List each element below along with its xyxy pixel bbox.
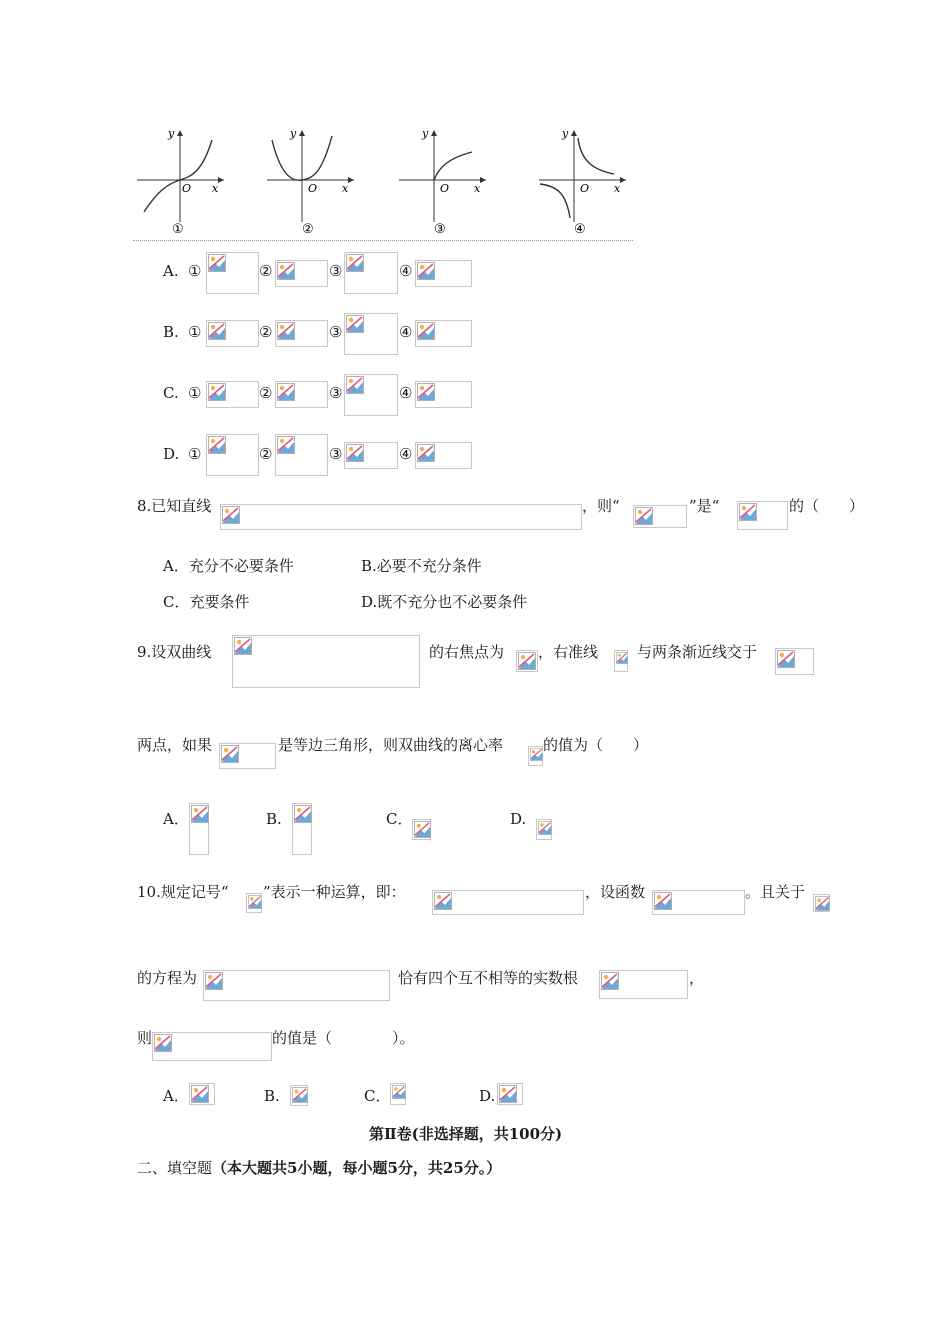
- formula-image-placeholder: [292, 803, 312, 855]
- q10-option-c: C．: [364, 1087, 391, 1105]
- circled-mark: ④: [399, 262, 413, 280]
- circled-mark: ③: [329, 323, 343, 341]
- formula-image-placeholder: [206, 434, 259, 476]
- formula-image-placeholder: [415, 260, 472, 287]
- q8-stem-text: 8.已知直线: [137, 497, 212, 515]
- formula-image-placeholder: [528, 746, 543, 766]
- graph-caption-1: ①: [172, 222, 184, 237]
- formula-image-placeholder: [614, 650, 628, 672]
- circled-mark: ④: [399, 384, 413, 402]
- q9-stem-text: 的右焦点为: [429, 643, 505, 661]
- formula-image-placeholder: [219, 743, 276, 769]
- origin-label: O: [440, 182, 450, 195]
- circled-mark: ③: [329, 445, 343, 463]
- formula-image-placeholder: [415, 381, 472, 408]
- formula-image-placeholder: [275, 260, 328, 287]
- x-axis-label: x: [614, 182, 621, 195]
- y-axis-label: y: [290, 127, 297, 140]
- x-axis-label: x: [342, 182, 349, 195]
- formula-image-placeholder: [415, 320, 472, 347]
- q10-stem-text: 则: [137, 1029, 153, 1047]
- formula-image-placeholder: [344, 252, 398, 294]
- graph-caption-4: ④: [574, 222, 586, 237]
- origin-label: O: [308, 182, 318, 195]
- q7-option-b-letter: B.: [163, 323, 179, 341]
- formula-image-placeholder: [737, 501, 788, 530]
- q10-stem-text: 恰有四个互不相等的实数根: [398, 969, 579, 987]
- formula-image-placeholder: [415, 442, 472, 469]
- q8-stem-text: ，则“: [582, 497, 620, 515]
- q7-option-d-letter: D.: [163, 445, 180, 463]
- formula-image-placeholder: [344, 313, 398, 355]
- q10-option-b: B.: [264, 1087, 280, 1105]
- q8-stem-text: 的（ ）: [789, 497, 865, 515]
- formula-image-placeholder: [536, 819, 552, 840]
- formula-image-placeholder: [220, 504, 582, 530]
- q9-stem-text: 是等边三角形，则双曲线的离心率: [278, 736, 504, 754]
- formula-image-placeholder: [290, 1085, 308, 1106]
- q10-stem-text: ”表示一种运算，即：: [263, 883, 406, 901]
- formula-image-placeholder: [275, 381, 328, 408]
- graph-4: [539, 127, 626, 237]
- formula-image-placeholder: [344, 442, 398, 469]
- formula-image-placeholder: [203, 970, 390, 1001]
- q10-stem-text: 的值是（ ）。: [272, 1029, 415, 1047]
- circled-mark: ②: [259, 384, 273, 402]
- formula-image-placeholder: [652, 890, 745, 915]
- q8-option-a: A．充分不必要条件: [163, 557, 294, 575]
- q10-stem-text: ，: [689, 969, 705, 987]
- q9-option-a: A．: [163, 810, 189, 828]
- circled-mark: ②: [259, 323, 273, 341]
- q10-option-d: D.: [479, 1087, 496, 1105]
- dotted-divider: [133, 240, 633, 241]
- q9-stem-text: 的值为（ ）: [543, 736, 649, 754]
- q10-option-a: A．: [163, 1087, 189, 1105]
- q10-stem-text: 的方程为: [137, 969, 198, 987]
- q7-option-a-letter: A.: [163, 262, 179, 280]
- q10-stem-text: 10.规定记号“: [137, 883, 229, 901]
- graph-caption-3: ③: [434, 222, 446, 237]
- formula-image-placeholder: [189, 1083, 215, 1105]
- formula-image-placeholder: [432, 890, 584, 915]
- circled-mark: ②: [259, 262, 273, 280]
- graph-2: [267, 127, 354, 237]
- q9-stem-text: 9.设双曲线: [137, 643, 212, 661]
- graph-caption-2: ②: [302, 222, 314, 237]
- formula-image-placeholder: [775, 648, 814, 675]
- circled-mark: ④: [399, 323, 413, 341]
- q7-option-c-letter: C.: [163, 384, 179, 402]
- circled-mark: ①: [188, 445, 202, 463]
- formula-image-placeholder: [633, 505, 687, 528]
- fill-blank-instructions: （本大题共5小题，每小题5分，共25分。）: [212, 1159, 502, 1177]
- y-axis-label: y: [422, 127, 429, 140]
- q10-stem-text: ，设函数: [585, 883, 646, 901]
- circled-mark: ①: [188, 262, 202, 280]
- q9-stem-text: 两点，如果: [137, 736, 213, 754]
- circled-mark: ④: [399, 445, 413, 463]
- formula-image-placeholder: [189, 803, 209, 855]
- formula-image-placeholder: [206, 381, 259, 408]
- y-axis-label: y: [168, 127, 175, 140]
- formula-image-placeholder: [599, 970, 688, 999]
- origin-label: O: [182, 182, 192, 195]
- fill-blank-heading: [137, 1158, 501, 1178]
- q10-stem-text: 。且关于: [745, 883, 806, 901]
- q9-option-c: C．: [386, 810, 413, 828]
- formula-image-placeholder: [275, 320, 328, 347]
- formula-image-placeholder: [232, 635, 420, 688]
- circled-mark: ③: [329, 384, 343, 402]
- q9-option-b: B.: [266, 810, 282, 828]
- x-axis-label: x: [474, 182, 481, 195]
- y-axis-label: y: [562, 127, 569, 140]
- circled-mark: ①: [188, 323, 202, 341]
- q8-option-d: D.既不充分也不必要条件: [361, 593, 528, 611]
- q9-stem-text: 与两条渐近线交于: [637, 643, 758, 661]
- circled-mark: ②: [259, 445, 273, 463]
- q9-option-d: D.: [510, 810, 527, 828]
- circled-mark: ①: [188, 384, 202, 402]
- formula-image-placeholder: [412, 819, 431, 840]
- graph-3: [399, 127, 486, 237]
- formula-image-placeholder: [206, 252, 259, 294]
- section-heading: 第Ⅱ卷(非选择题，共100分): [369, 1125, 563, 1143]
- formula-image-placeholder: [813, 894, 830, 912]
- formula-image-placeholder: [390, 1083, 406, 1105]
- fill-blank-prefix: 二、填空题: [137, 1159, 213, 1177]
- formula-image-placeholder: [344, 374, 398, 416]
- q8-stem-text: ”是“: [689, 497, 720, 515]
- formula-image-placeholder: [516, 650, 538, 672]
- formula-image-placeholder: [152, 1032, 272, 1061]
- formula-image-placeholder: [275, 434, 328, 476]
- q8-option-b: B.必要不充分条件: [361, 557, 482, 575]
- q9-stem-text: ，右准线: [538, 643, 599, 661]
- graph-1: [137, 127, 224, 237]
- q8-option-c: C．充要条件: [163, 593, 250, 611]
- formula-image-placeholder: [246, 893, 262, 913]
- circled-mark: ③: [329, 262, 343, 280]
- formula-image-placeholder: [497, 1083, 523, 1105]
- origin-label: O: [580, 182, 590, 195]
- formula-image-placeholder: [206, 320, 259, 347]
- x-axis-label: x: [212, 182, 219, 195]
